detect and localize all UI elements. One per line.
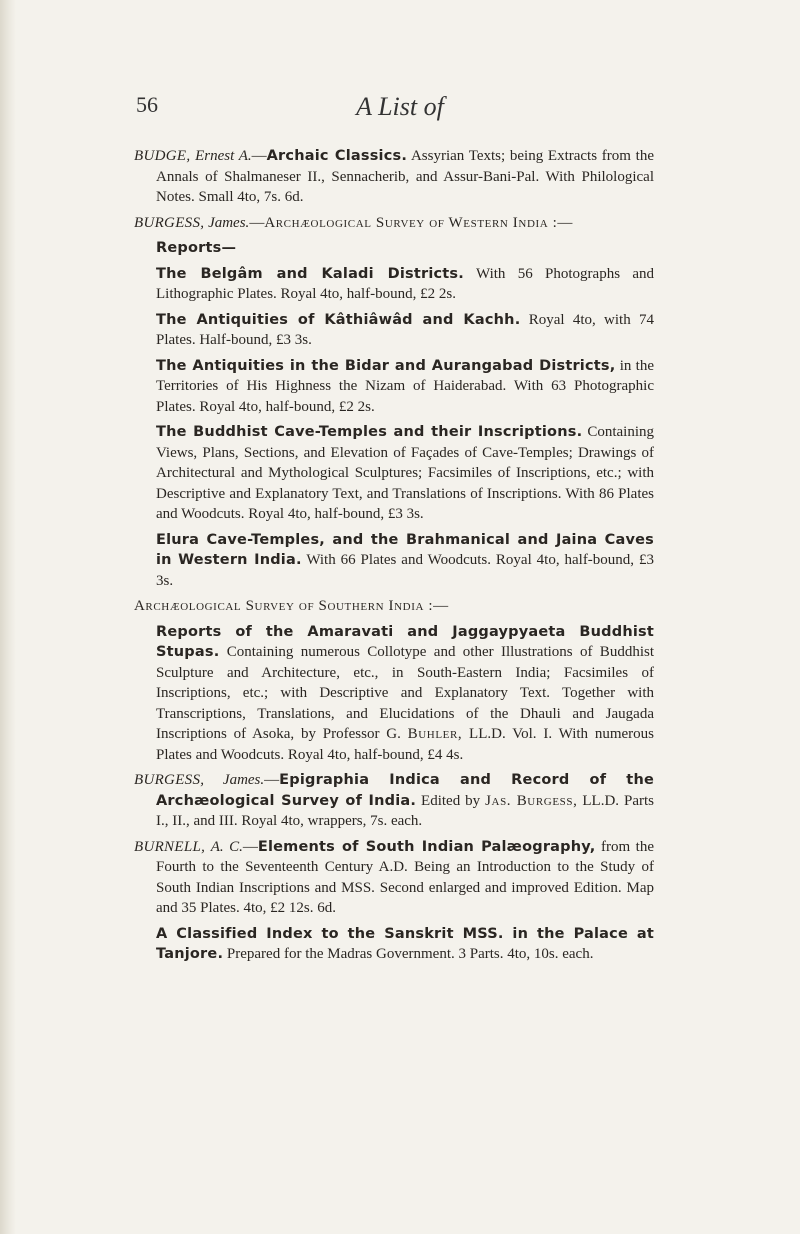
work-description-cont: LL.D. Vol. I. With numerous Plates and Woodcuts. Royal 4to, half-bound, £4 4s.: [156, 726, 654, 763]
work-item: [156, 310, 654, 351]
work-description: With 66 Plates and Woodcuts. Royal 4to, half-bound, £3 3s.: [156, 552, 654, 589]
work-title: Elura Cave-Temples, and the Brahmanical and Jaina Caves in Western India.: [156, 531, 654, 568]
author-surname: BUDGE,: [134, 148, 191, 164]
work-title: The Antiquities in the Bidar and Aurangabad Districts,: [156, 357, 616, 374]
editor-name: Jas. Burgess,: [485, 792, 578, 809]
running-title: A List of: [356, 92, 444, 121]
work-title: The Buddhist Cave-Temples and their Inscriptions.: [156, 424, 583, 440]
dash: —: [242, 838, 258, 855]
work-title: Archaic Classics.: [266, 148, 408, 164]
work-title: Reports of the Amaravati and Jaggaypyaeta Buddhist Stupas.: [156, 623, 654, 660]
work-description: Edited by: [416, 792, 486, 809]
author-surname: BURGESS,: [134, 214, 205, 231]
dash: —: [251, 148, 267, 164]
reports-subheading: Reports—: [156, 240, 237, 256]
author-firstname: James.: [208, 214, 250, 231]
dash: —: [264, 772, 280, 788]
work-item: [156, 622, 654, 766]
work-item: [156, 530, 654, 592]
catalogue-entry-burgess-epigraphia: [134, 770, 654, 832]
author-surname: BURGESS,: [134, 772, 205, 788]
author-firstname: A. C.: [210, 838, 243, 855]
work-description: Containing numerous Collotype and other Illustrations of Buddhist Sculpture and Architecture, etc., in South-Eastern India; Facsimiles of Inscriptions, etc.; with Descriptive and Explanatory Text. Together with Transcriptions, Translations, and Elucidations of the Dhauli and Jaugada Inscriptions of Asoka, by Professor G.: [156, 644, 654, 742]
work-description: Containing Views, Plans, Sections, and Elevation of Façades of Cave-Temples; Drawings of Architectural and Mythological Sculptures; Facsimiles of Inscriptions, etc.; with Descriptive and Explanatory Text, and Translations of Inscriptions. With 86 Plates and Woodcuts. Royal 4to, half-bound, £3 3s.: [156, 424, 654, 522]
work-description: With 56 Photographs and Lithographic Plates. Royal 4to, half-bound, £2 2s.: [156, 265, 654, 302]
work-description: Prepared for the Madras Government. 3 Parts. 4to, 10s. each.: [223, 946, 594, 962]
work-title: The Antiquities of Kâthiâwâd and Kachh.: [156, 311, 521, 328]
author-firstname: James.: [222, 772, 265, 788]
catalogue-content: [134, 146, 654, 970]
dash: —: [249, 214, 265, 231]
work-description-cont: LL.D. Parts I., II., and III. Royal 4to, wrappers, 7s. each.: [156, 792, 655, 829]
editor-name: Buhler,: [407, 726, 463, 742]
work-description: Royal 4to, with 74 Plates. Half-bound, £3 3s.: [156, 311, 654, 348]
page-header: [0, 92, 800, 126]
work-item: [156, 264, 654, 305]
page-number: 56: [136, 92, 158, 117]
series-heading: Archæological Survey of Western India :—: [264, 214, 574, 231]
catalogue-entry-burgess-survey: [134, 213, 654, 234]
work-title: The Belgâm and Kaladi Districts.: [156, 265, 464, 282]
work-title: Elements of South Indian Palæography,: [257, 838, 596, 855]
author-firstname: Ernest A.: [195, 148, 252, 164]
page-gutter-shadow: [0, 0, 16, 1234]
work-item: [156, 356, 654, 418]
catalogue-entry-budge: [134, 146, 654, 208]
work-description: from the Fourth to the Seventeenth Century A.D. Being an Introduction to the Study of South Indian Inscriptions and MSS. Second enlarged and improved Edition. Map and 35 Plates. 4to, £2 12s. 6d.: [156, 838, 655, 916]
work-description: Assyrian Texts; being Extracts from the Annals of Shalmaneser II., Sennacherib, and Assur-Bani-Pal. With Philological Notes. Small 4to, 7s. 6d.: [156, 148, 654, 205]
work-title: Epigraphia Indica and Record of the Archæological Survey of India.: [156, 772, 654, 809]
author-surname: BURNELL,: [134, 838, 206, 855]
catalogue-entry-burnell: [134, 837, 654, 919]
work-description: in the Territories of His Highness the Nizam of Haiderabad. With 63 Photographic Plates. Royal 4to, half-bound, £2 2s.: [156, 357, 654, 415]
work-item: [156, 924, 654, 965]
work-item: [156, 422, 654, 525]
series-heading: Archæological Survey of Southern India :—: [134, 598, 449, 614]
work-title: A Classified Index to the Sanskrit MSS. in the Palace at Tanjore.: [156, 925, 654, 962]
